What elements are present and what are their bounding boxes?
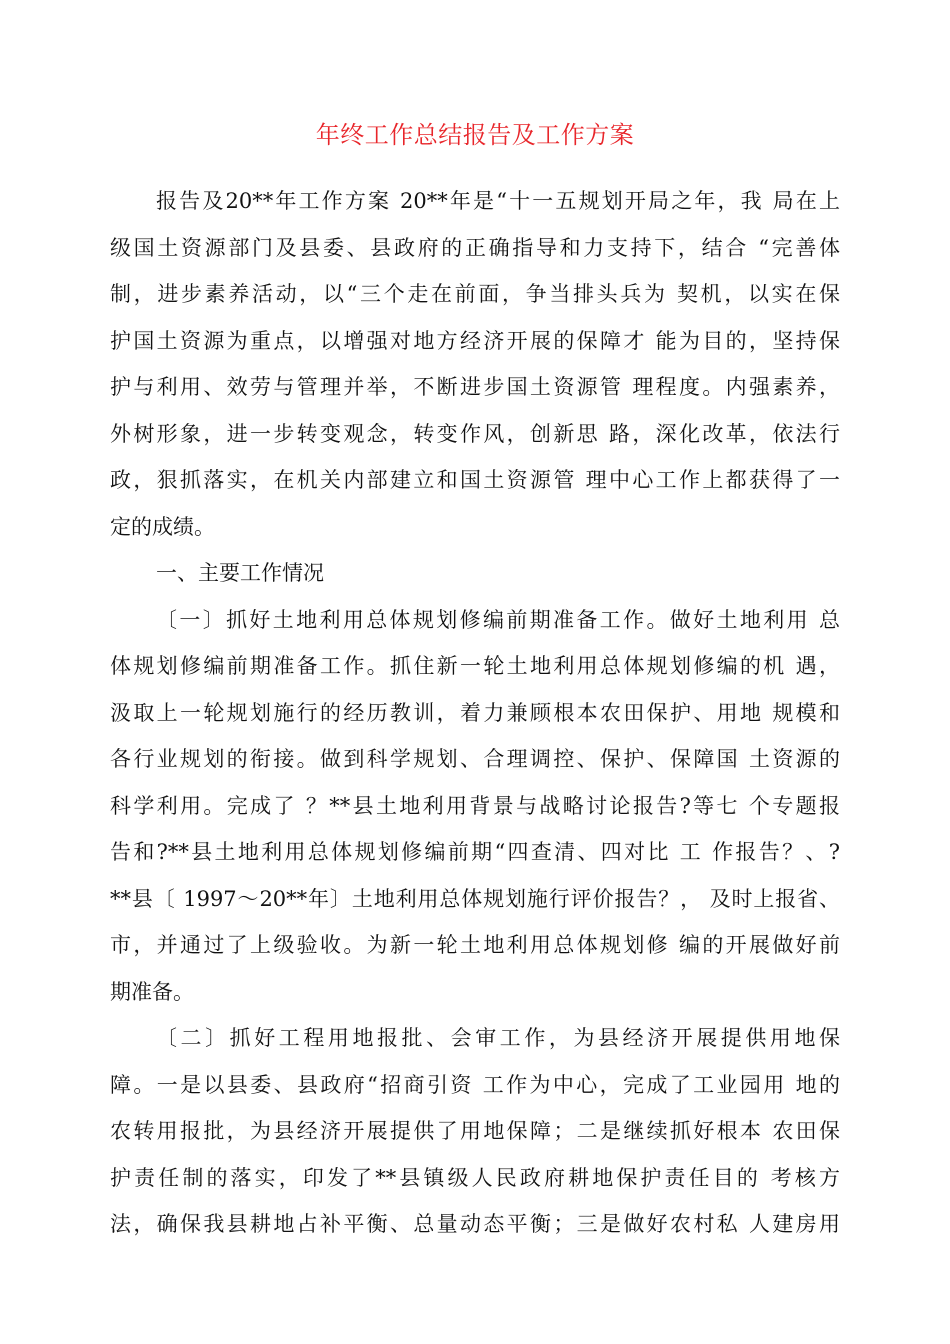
document-body bbox=[110, 178, 840, 1248]
text-line: 汲取上一轮规划施行的经历教训，着力兼顾根本农田保护、用地 规模和 bbox=[110, 700, 840, 725]
text-line: 护责任制的落实，印发了**县镇级人民政府耕地保护责任目的 考核方 bbox=[110, 1165, 840, 1190]
text-line: 〔二〕抓好工程用地报批、会审工作，为县经济开展提供用地保 bbox=[156, 1026, 840, 1050]
text-line: 各行业规划的衔接。做到科学规划、合理调控、保护、保障国 土资源的 bbox=[110, 747, 840, 771]
text-line: 科学利用。完成了 ？**县土地利用背景与战略讨论报告?等七 个专题报 bbox=[110, 793, 840, 818]
text-line: 市，并通过了上级验收。为新一轮土地利用总体规划修 编的开展做好前 bbox=[110, 933, 840, 957]
document-title: 年终工作总结报告及工作方案 bbox=[315, 121, 635, 149]
text-line: 护与利用、效劳与管理并举，不断进步国土资源管 理程度。内强素养， bbox=[110, 375, 840, 399]
text-line: 障。一是以县委、县政府“招商引资 工作为中心，完成了工业园用 地的 bbox=[110, 1072, 840, 1097]
text-line: 〔一〕抓好土地利用总体规划修编前期准备工作。做好土地利用 总 bbox=[156, 607, 840, 632]
text-line: 报告及20**年工作方案 20**年是“十一五规划开局之年，我 局在上 bbox=[156, 189, 840, 213]
text-line: 护国土资源为重点，以增强对地方经济开展的保障才 能为目的，坚持保 bbox=[110, 328, 840, 353]
text-line: 告和?**县土地利用总体规划修编前期“四查清、四对比 工 作报告？、? bbox=[110, 840, 840, 864]
text-line: **县〔 1997〜20**年〕土地利用总体规划施行评价报告？， 及时上报省、 bbox=[110, 886, 840, 911]
text-line: 法，确保我县耕地占补平衡、总量动态平衡；三是做好农村私 人建房用 bbox=[110, 1212, 840, 1236]
text-line: 外树形象，进一步转变观念，转变作风，创新思 路，深化改革，依法行 bbox=[110, 421, 840, 446]
text-line: 制，进步素养活动，以“三个走在前面，争当排头兵为 契机，以实在保 bbox=[110, 282, 840, 306]
text-line: 期准备。 bbox=[110, 979, 194, 1004]
text-line: 体规划修编前期准备工作。抓住新一轮土地利用总体规划修编的机 遇， bbox=[110, 654, 840, 678]
text-line: 农转用报批，为县经济开展提供了用地保障；二是继续抓好根本 农田保 bbox=[110, 1119, 840, 1143]
text-line: 政，狠抓落实，在机关内部建立和国土资源管 理中心工作上都获得了一 bbox=[110, 468, 840, 492]
text-line: 级国土资源部门及县委、县政府的正确指导和力支持下，结合 “完善体 bbox=[110, 235, 840, 260]
section-heading: 一、主要工作情况 bbox=[156, 561, 324, 585]
text-line: 定的成绩。 bbox=[110, 514, 215, 539]
